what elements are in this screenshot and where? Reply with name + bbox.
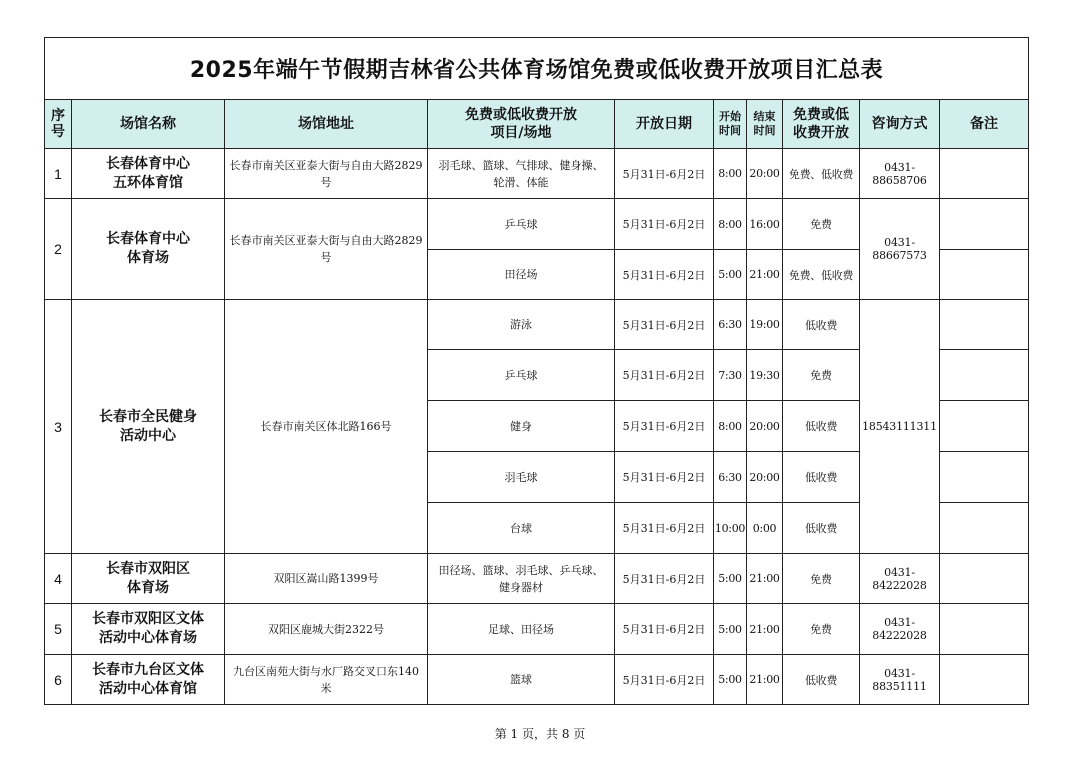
fee-type: 低收费 — [783, 300, 860, 350]
fee-type: 免费、低收费 — [783, 250, 860, 300]
remark-cell — [940, 655, 1029, 705]
contact-phone: 0431-88351111 — [860, 655, 940, 705]
row-seq: 5 — [45, 604, 72, 655]
header-contact: 咨询方式 — [860, 100, 940, 149]
venue-address: 长春市南关区亚泰大街与自由大路2829号 — [225, 149, 428, 199]
remark-cell — [940, 250, 1029, 300]
open-date: 5月31日-6月2日 — [615, 452, 714, 503]
fee-type: 免费 — [783, 199, 860, 250]
venue-address: 长春市南关区体北路166号 — [225, 300, 428, 554]
header-venue: 场馆名称 — [72, 100, 225, 149]
fee-type: 免费 — [783, 350, 860, 401]
open-item: 台球 — [428, 503, 615, 554]
start-time: 5:00 — [714, 250, 747, 300]
end-time: 20:00 — [747, 401, 783, 452]
open-item: 游泳 — [428, 300, 615, 350]
open-date: 5月31日-6月2日 — [615, 149, 714, 199]
header-fee: 免费或低 收费开放 — [783, 100, 860, 149]
end-time: 21:00 — [747, 604, 783, 655]
header-end: 结束 时间 — [747, 100, 783, 149]
remark-cell — [940, 199, 1029, 250]
header-address: 场馆地址 — [225, 100, 428, 149]
fee-type: 低收费 — [783, 655, 860, 705]
header-items: 免费或低收费开放 项目/场地 — [428, 100, 615, 149]
venue-address: 九台区南苑大街与水厂路交叉口东140米 — [225, 655, 428, 705]
open-date: 5月31日-6月2日 — [615, 199, 714, 250]
header-remark: 备注 — [940, 100, 1029, 149]
fee-type: 低收费 — [783, 401, 860, 452]
table-row — [45, 199, 1029, 250]
end-time: 21:00 — [747, 655, 783, 705]
venue-address: 长春市南关区亚泰大街与自由大路2829号 — [225, 199, 428, 300]
row-seq: 4 — [45, 554, 72, 604]
open-date: 5月31日-6月2日 — [615, 503, 714, 554]
remark-cell — [940, 350, 1029, 401]
end-time: 0:00 — [747, 503, 783, 554]
table-row — [45, 604, 1029, 655]
open-item: 羽毛球 — [428, 452, 615, 503]
end-time: 21:00 — [747, 554, 783, 604]
page-footer: 第 1 页，共 8 页 — [494, 727, 586, 741]
contact-phone: 0431-88667573 — [860, 199, 940, 300]
row-seq: 1 — [45, 149, 72, 199]
start-time: 6:30 — [714, 452, 747, 503]
start-time: 10:00 — [714, 503, 747, 554]
remark-cell — [940, 554, 1029, 604]
end-time: 19:00 — [747, 300, 783, 350]
contact-phone: 0431-84222028 — [860, 604, 940, 655]
start-time: 7:30 — [714, 350, 747, 401]
remark-cell — [940, 300, 1029, 350]
start-time: 8:00 — [714, 401, 747, 452]
header-date: 开放日期 — [615, 100, 714, 149]
contact-phone: 18543111311 — [860, 300, 940, 554]
end-time: 20:00 — [747, 452, 783, 503]
end-time: 16:00 — [747, 199, 783, 250]
fee-type: 免费 — [783, 604, 860, 655]
remark-cell — [940, 503, 1029, 554]
start-time: 5:00 — [714, 554, 747, 604]
fee-type: 免费 — [783, 554, 860, 604]
open-item: 足球、田径场 — [428, 604, 615, 655]
start-time: 5:00 — [714, 604, 747, 655]
row-seq: 3 — [45, 300, 72, 554]
fee-type: 低收费 — [783, 503, 860, 554]
fee-type: 免费、低收费 — [783, 149, 860, 199]
venue-name: 长春市双阳区 体育场 — [72, 554, 225, 604]
table-row — [45, 554, 1029, 604]
venue-name: 长春市全民健身 活动中心 — [72, 300, 225, 554]
row-seq: 2 — [45, 199, 72, 300]
start-time: 6:30 — [714, 300, 747, 350]
remark-cell — [940, 604, 1029, 655]
open-date: 5月31日-6月2日 — [615, 300, 714, 350]
header-seq: 序号 — [45, 100, 72, 149]
contact-phone: 0431-88658706 — [860, 149, 940, 199]
table-row — [45, 300, 1029, 350]
end-time: 20:00 — [747, 149, 783, 199]
open-item: 乒乓球 — [428, 350, 615, 401]
row-seq: 6 — [45, 655, 72, 705]
open-item: 田径场、篮球、羽毛球、乒乓球、健身器材 — [428, 554, 615, 604]
open-item: 羽毛球、篮球、气排球、健身操、轮滑、体能 — [428, 149, 615, 199]
venue-name: 长春体育中心 五环体育馆 — [72, 149, 225, 199]
venue-name: 长春市九台区文体 活动中心体育馆 — [72, 655, 225, 705]
open-date: 5月31日-6月2日 — [615, 655, 714, 705]
start-time: 8:00 — [714, 149, 747, 199]
start-time: 5:00 — [714, 655, 747, 705]
remark-cell — [940, 452, 1029, 503]
remark-cell — [940, 149, 1029, 199]
venue-name: 长春体育中心 体育场 — [72, 199, 225, 300]
open-date: 5月31日-6月2日 — [615, 401, 714, 452]
venue-address: 双阳区鹿城大街2322号 — [225, 604, 428, 655]
open-date: 5月31日-6月2日 — [615, 554, 714, 604]
table-row — [45, 149, 1029, 199]
venue-address: 双阳区嵩山路1399号 — [225, 554, 428, 604]
open-item: 田径场 — [428, 250, 615, 300]
page-title: 2025年端午节假期吉林省公共体育场馆免费或低收费开放项目汇总表 — [45, 38, 1029, 100]
open-date: 5月31日-6月2日 — [615, 350, 714, 401]
start-time: 8:00 — [714, 199, 747, 250]
fee-type: 低收费 — [783, 452, 860, 503]
end-time: 19:30 — [747, 350, 783, 401]
contact-phone: 0431-84222028 — [860, 554, 940, 604]
venue-table — [44, 37, 1029, 705]
header-row — [45, 100, 1029, 149]
open-date: 5月31日-6月2日 — [615, 604, 714, 655]
remark-cell — [940, 401, 1029, 452]
end-time: 21:00 — [747, 250, 783, 300]
open-item: 乒乓球 — [428, 199, 615, 250]
open-item: 篮球 — [428, 655, 615, 705]
table-row — [45, 655, 1029, 705]
open-date: 5月31日-6月2日 — [615, 250, 714, 300]
open-item: 健身 — [428, 401, 615, 452]
header-start: 开始 时间 — [714, 100, 747, 149]
venue-name: 长春市双阳区文体 活动中心体育场 — [72, 604, 225, 655]
